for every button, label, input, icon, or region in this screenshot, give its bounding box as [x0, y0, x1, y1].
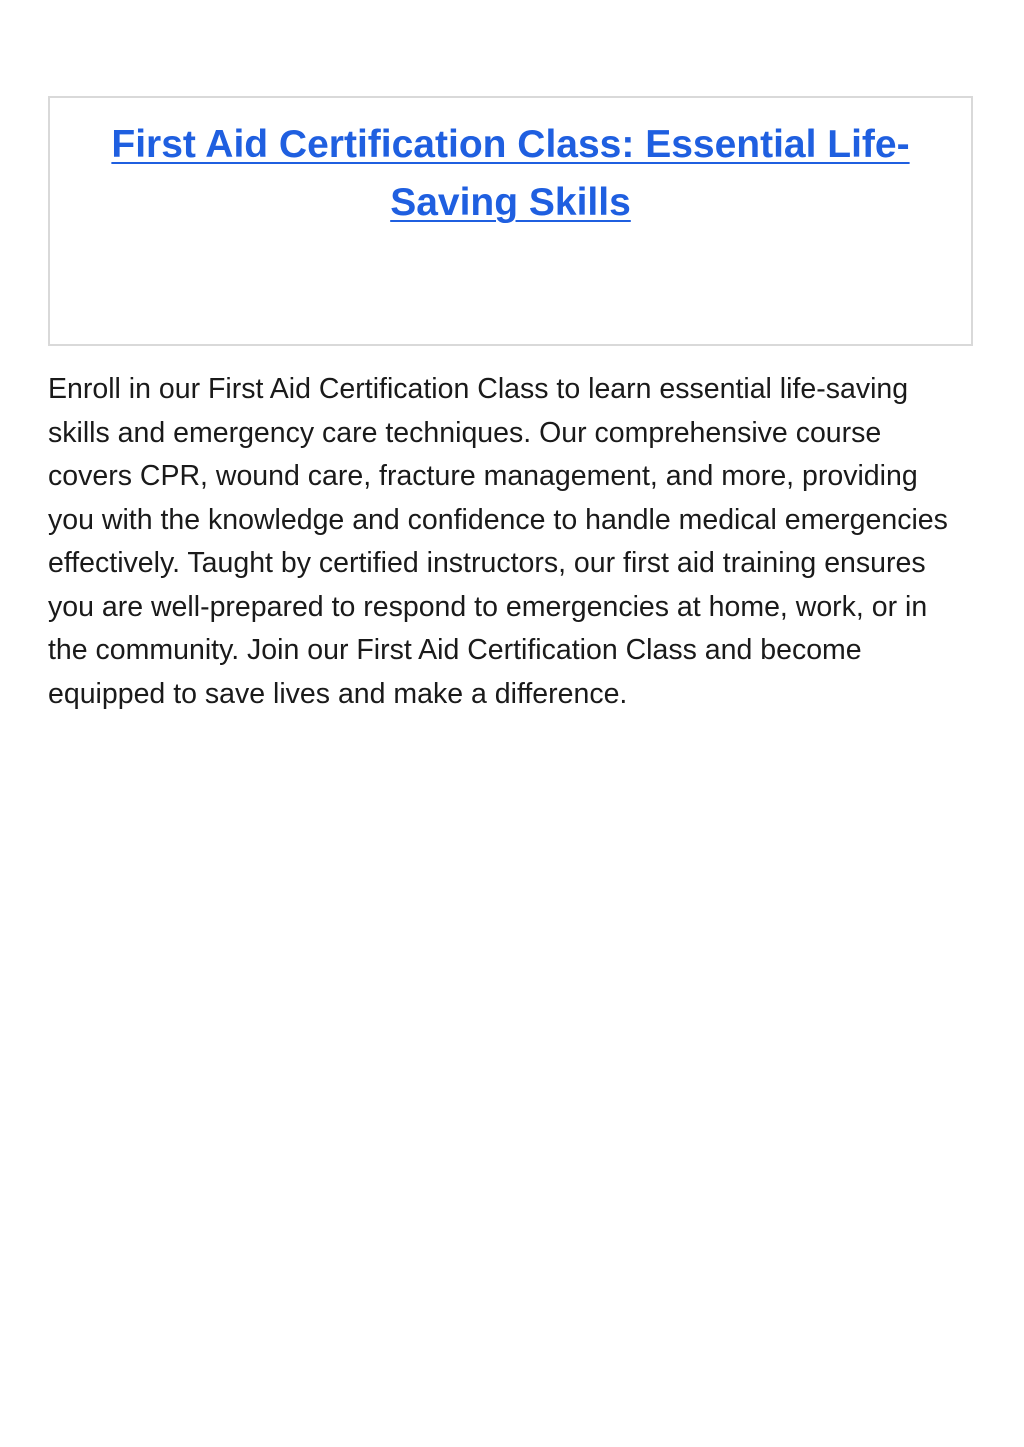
title-link[interactable]: First Aid Certification Class: Essential Life-Saving Skills [111, 123, 910, 224]
title-card [48, 96, 973, 346]
description-paragraph: Enroll in our First Aid Certification Class to learn essential life-saving skills and emergency care techniques. Our comprehensive course covers CPR, wound care, fracture management, and more, providing you with the knowledge and confidence to handle medical emergencies effectively. Taught by certified instructors, our first aid training ensures you are well-prepared to respond to emergencies at home, work, or in the community. Join our First Aid Certification Class and become equipped to save lives and make a difference. [48, 373, 948, 710]
